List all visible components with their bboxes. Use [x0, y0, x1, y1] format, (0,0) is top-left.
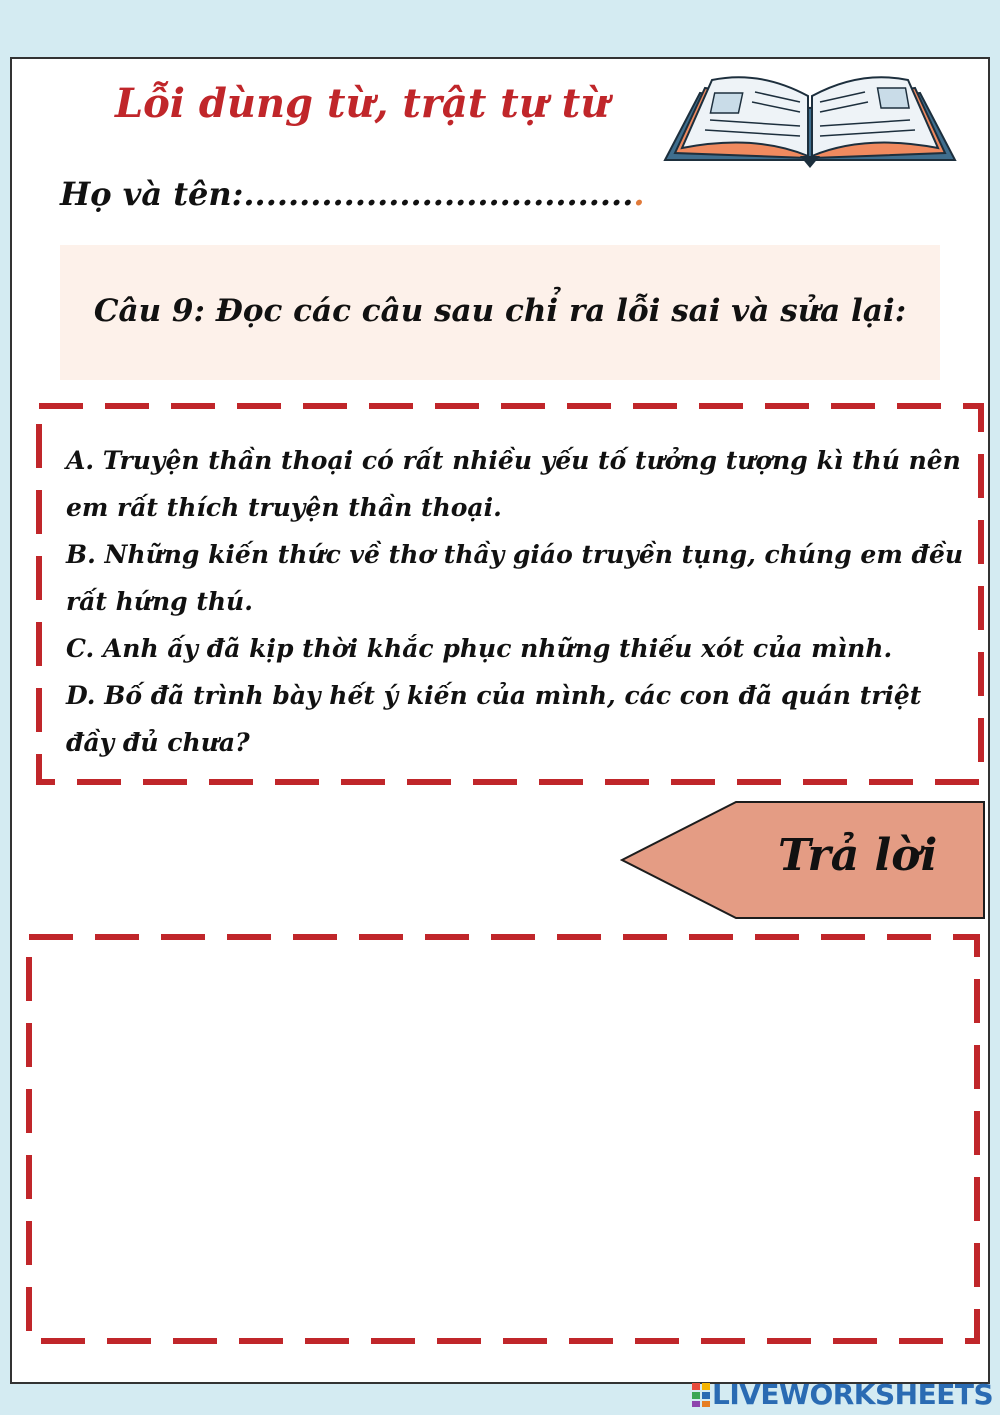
sentence-line: C. Anh ấy đã kịp thời khắc phục những thiếu xót của mình.: [66, 634, 893, 663]
open-book-icon: [660, 68, 960, 173]
question-banner: [60, 245, 940, 380]
brand-text: LIVEWORKSHEETS: [712, 1378, 994, 1411]
name-label: Họ và tên:: [60, 175, 244, 213]
answer-label: Trả lời: [778, 830, 938, 881]
sentence-line: em rất thích truyện thần thoại.: [66, 493, 502, 522]
sentence-line: đầy đủ chưa?: [66, 728, 250, 757]
liveworksheets-brand: [692, 1378, 993, 1411]
worksheet-title: Lỗi dùng từ, trật tự từ: [115, 80, 610, 127]
sentence-line: rất hứng thú.: [66, 587, 253, 616]
sentence-line: B. Những kiến thức về thơ thầy giáo truyền tụng, chúng em đều: [66, 540, 964, 569]
name-end-dot: .: [633, 175, 645, 213]
answer-input-area[interactable]: [40, 950, 960, 1330]
student-name-field[interactable]: [60, 175, 644, 213]
question-text: Câu 9: Đọc các câu sau chỉ ra lỗi sai và sửa lại:: [93, 293, 907, 329]
sentence-line: D. Bố đã trình bày hết ý kiến của mình, các con đã quán triệt: [66, 681, 922, 710]
sentence-line: A. Truyện thần thoại có rất nhiều yếu tố tưởng tượng kì thú nên: [66, 446, 961, 475]
sentences-list: [66, 437, 964, 766]
liveworksheets-logo-icon: [692, 1383, 710, 1407]
name-dots: ...................................: [243, 175, 634, 213]
